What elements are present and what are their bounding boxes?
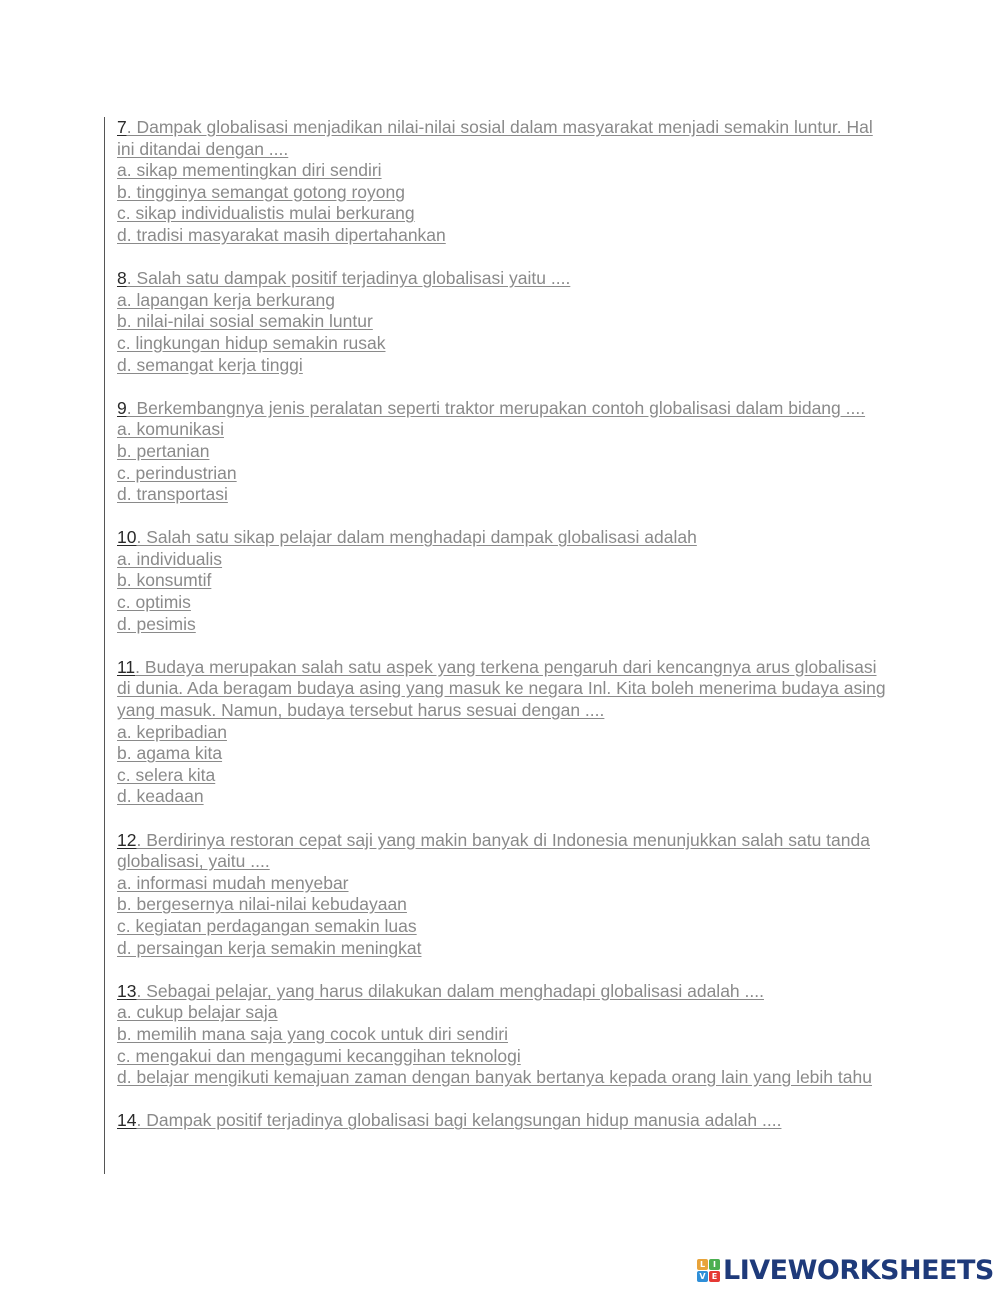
question-text	[117, 117, 887, 160]
question-body: . Dampak positif terjadinya globalisasi bagi kelangsungan hidup manusia adalah ....	[136, 1110, 782, 1131]
answer-option	[117, 333, 887, 355]
question-13	[117, 981, 887, 1089]
answer-option-text: c. kegiatan perdagangan semakin luas	[117, 915, 417, 936]
answer-option-text: b. agama kita	[117, 743, 223, 764]
answer-option	[117, 570, 887, 592]
answer-option	[117, 290, 887, 312]
logo-block: E	[709, 1271, 720, 1282]
answer-option	[117, 765, 887, 787]
answer-option-text: d. belajar mengikuti kemajuan zaman dengan banyak bertanya kepada orang lain yang lebih tahu	[117, 1067, 872, 1088]
answer-option	[117, 549, 887, 571]
answer-option	[117, 592, 887, 614]
question-body: . Berdirinya restoran cepat saji yang makin banyak di Indonesia menunjukkan salah satu tanda globalisasi, yaitu ....	[117, 829, 870, 872]
answer-option-text: a. sikap mementingkan diri sendiri	[117, 160, 382, 181]
answer-option-text: a. individualis	[117, 548, 223, 569]
answer-option	[117, 743, 887, 765]
answer-option-text: a. informasi mudah menyebar	[117, 872, 349, 893]
logo-block: L	[697, 1259, 708, 1270]
question-text	[117, 830, 887, 873]
question-7	[117, 117, 887, 247]
question-8	[117, 268, 887, 376]
question-number: 9	[117, 397, 127, 418]
question-body: . Dampak globalisasi menjadikan nilai-nilai sosial dalam masyarakat menjadi semakin luntur. Hal ini ditandai dengan ....	[117, 117, 873, 159]
question-10	[117, 527, 887, 635]
answer-option-text: b. tingginya semangat gotong royong	[117, 181, 405, 202]
answer-option	[117, 938, 887, 960]
answer-option	[117, 614, 887, 636]
answer-option-text: c. optimis	[117, 592, 191, 613]
answer-option-text: a. cukup belajar saja	[117, 1002, 278, 1023]
answer-option	[117, 916, 887, 938]
question-number: 7	[117, 117, 127, 137]
answer-option	[117, 1024, 887, 1046]
answer-option	[117, 463, 887, 485]
answer-option-text: c. sikap individualistis mulai berkurang	[117, 203, 415, 224]
answer-option	[117, 311, 887, 333]
question-number: 13	[117, 980, 137, 1001]
brand-name: LIVEWORKSHEETS	[723, 1254, 994, 1286]
answer-option	[117, 182, 887, 204]
answer-option	[117, 786, 887, 808]
question-number: 8	[117, 268, 127, 289]
answer-option-text: a. komunikasi	[117, 419, 224, 440]
question-11	[117, 657, 887, 808]
answer-option	[117, 160, 887, 182]
logo-blocks-icon	[697, 1259, 720, 1282]
question-text	[117, 657, 887, 722]
question-14	[117, 1110, 887, 1132]
question-body: . Salah satu sikap pelajar dalam menghadapi dampak globalisasi adalah	[136, 527, 697, 548]
answer-option-text: a. kepribadian	[117, 721, 227, 742]
question-number: 10	[117, 527, 137, 548]
question-9	[117, 398, 887, 506]
answer-option-text: d. transportasi	[117, 484, 228, 505]
question-12	[117, 830, 887, 960]
answer-option-text: b. konsumtif	[117, 570, 212, 591]
answer-option-text: d. pesimis	[117, 613, 196, 634]
question-text	[117, 1110, 887, 1132]
answer-option	[117, 1067, 887, 1089]
question-text	[117, 981, 887, 1003]
question-number: 14	[117, 1110, 137, 1131]
question-body: . Salah satu dampak positif terjadinya globalisasi yaitu ....	[126, 268, 571, 289]
answer-option	[117, 894, 887, 916]
question-number: 11	[117, 656, 136, 677]
answer-option-text: d. persaingan kerja semakin meningkat	[117, 937, 422, 958]
answer-option-text: d. keadaan	[117, 786, 204, 807]
answer-option	[117, 441, 887, 463]
answer-option	[117, 873, 887, 895]
answer-option-text: c. lingkungan hidup semakin rusak	[117, 332, 386, 353]
answer-option	[117, 1002, 887, 1024]
question-text	[117, 398, 887, 420]
answer-option-text: c. perindustrian	[117, 462, 237, 483]
question-list	[117, 117, 887, 1154]
answer-option-text: d. semangat kerja tinggi	[117, 354, 303, 375]
answer-option-text: c. selera kita	[117, 764, 216, 785]
answer-option	[117, 484, 887, 506]
answer-option	[117, 203, 887, 225]
answer-option-text: b. nilai-nilai sosial semakin luntur	[117, 311, 373, 332]
answer-option	[117, 355, 887, 377]
answer-option-text: b. memilih mana saja yang cocok untuk diri sendiri	[117, 1023, 509, 1044]
question-body: . Budaya merupakan salah satu aspek yang terkena pengaruh dari kencangnya arus globalisasi di dunia. Ada beragam budaya asing yang masuk ke negara Inl. Kita boleh menerima budaya asing yang masuk. Namun, budaya tersebut harus sesuai dengan ....	[117, 656, 886, 721]
answer-option	[117, 225, 887, 247]
question-text	[117, 268, 887, 290]
logo-block: V	[697, 1271, 708, 1282]
answer-option	[117, 1046, 887, 1068]
liveworksheets-logo	[697, 1255, 994, 1285]
answer-option	[117, 722, 887, 744]
answer-option-text: a. lapangan kerja berkurang	[117, 289, 335, 310]
left-margin-line	[104, 117, 105, 1174]
answer-option-text: d. tradisi masyarakat masih dipertahankan	[117, 224, 446, 245]
question-body: . Sebagai pelajar, yang harus dilakukan dalam menghadapi globalisasi adalah ....	[136, 980, 764, 1001]
question-number: 12	[117, 829, 137, 850]
answer-option	[117, 419, 887, 441]
answer-option-text: b. pertanian	[117, 440, 210, 461]
logo-block: I	[709, 1259, 720, 1270]
question-body: . Berkembangnya jenis peralatan seperti traktor merupakan contoh globalisasi dalam bidang ....	[126, 397, 866, 418]
question-text	[117, 527, 887, 549]
answer-option-text: c. mengakui dan mengagumi kecanggihan teknologi	[117, 1045, 521, 1066]
answer-option-text: b. bergesernya nilai-nilai kebudayaan	[117, 894, 407, 915]
